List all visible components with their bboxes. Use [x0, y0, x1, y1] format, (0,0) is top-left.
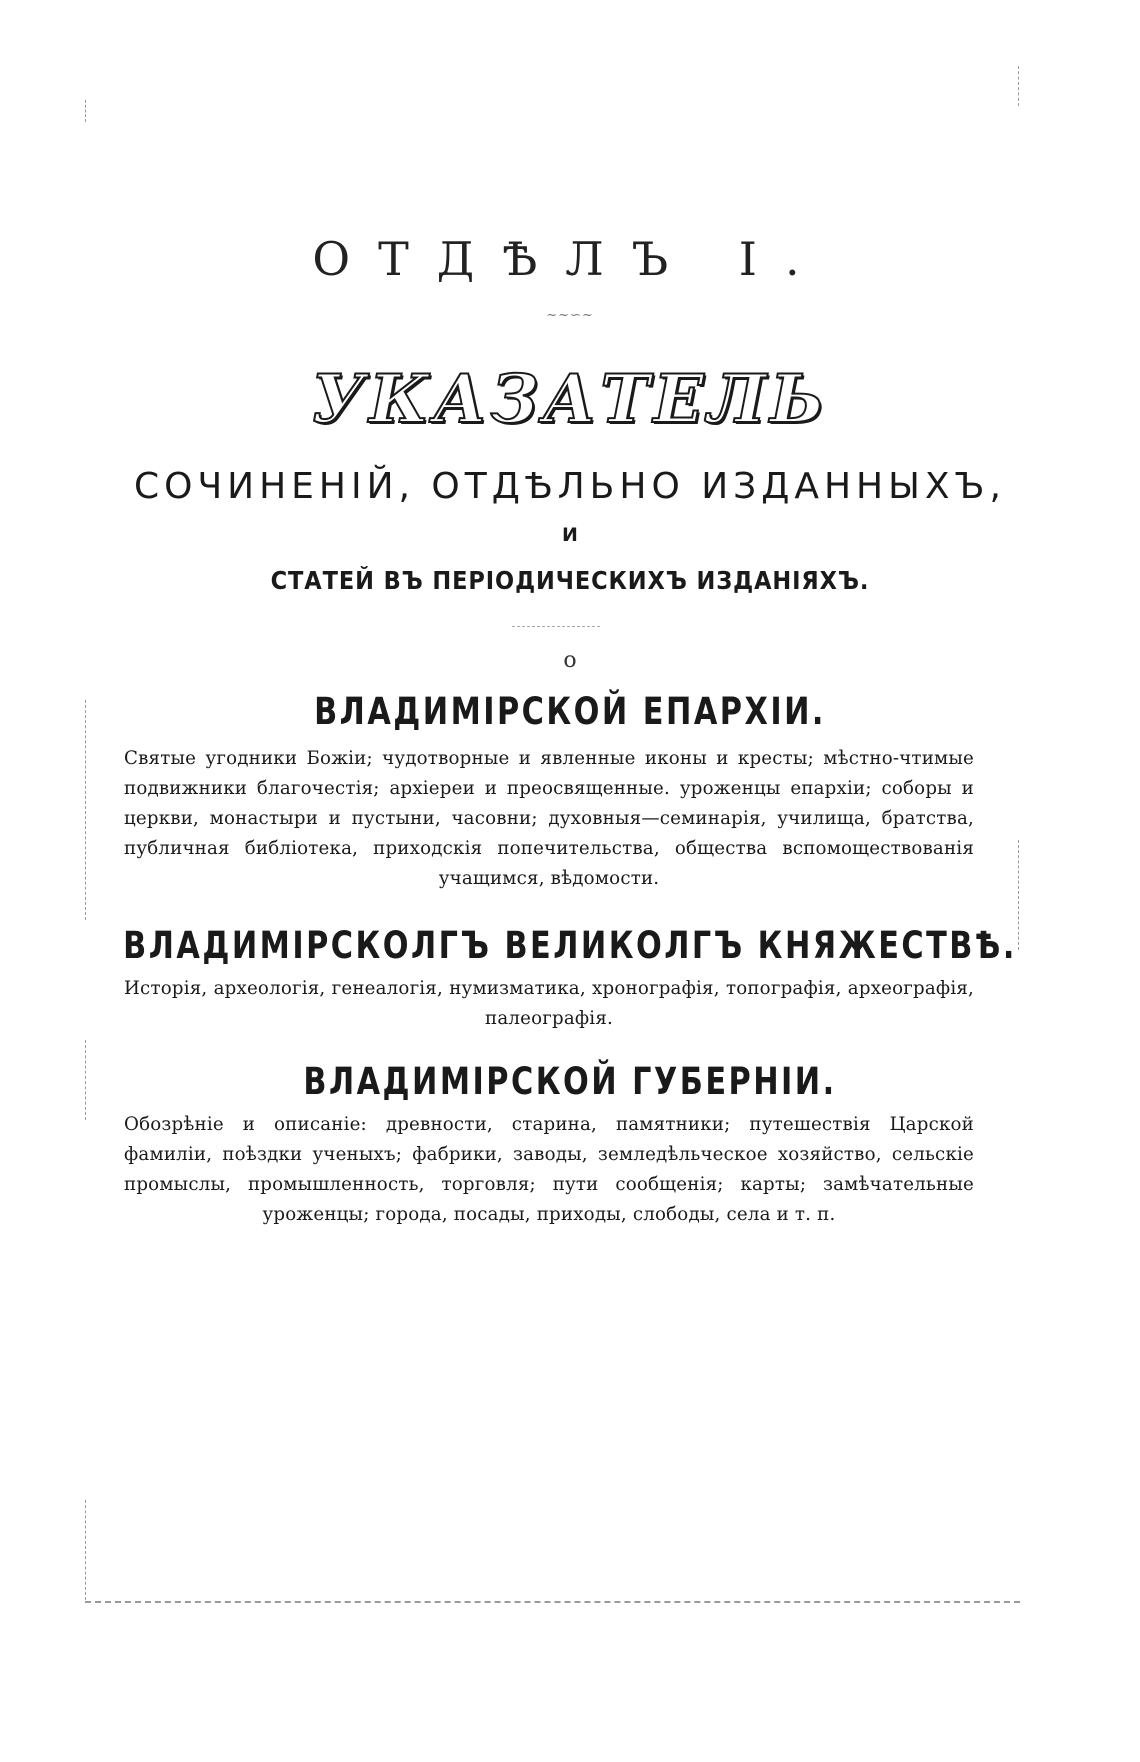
subtitle-line-2: СТАТЕЙ ВЪ ПЕРIОДИЧЕСКИХЪ ИЗДАНIЯХЪ.	[270, 566, 870, 595]
ornament-top: ~~∽~	[546, 308, 594, 323]
scan-margin-mark	[1018, 840, 1019, 950]
section-text-eparchy: Святые угодники Божiи; чудотворные и явленные иконы и кресты; мѣстно-чтимые подвижники благочестiя; архiереи и преосвященные. уроженцы епархiи; соборы и церкви, монастыри и пустыни, часовни; духовныя—семинарiя, училища, братства, публичная библiотека, приходскiя попечительства, общества вспомоществованiя учащимся, вѣдомости.	[124, 748, 974, 889]
section-heading-eparchy: ВЛАДИМIРСКОЙ ЕПАРХIИ.	[314, 690, 826, 733]
scan-margin-mark	[85, 100, 86, 122]
divider	[512, 626, 600, 627]
scan-margin-mark	[85, 700, 86, 920]
subtitle-conjunction: И	[562, 524, 578, 546]
section-text-governorate: Обозрѣнiе и описанiе: древности, старина, памятники; путешествiя Царской фамилiи, поѣздки ученыхъ; фабрики, заводы, земледѣльческое хозяйство, сельскiе промыслы, промышленность, торговля; пути сообщенiя; карты; замѣчательные уроженцы; города, посады, приходы, слободы, села и т. п.	[124, 1114, 974, 1225]
main-title: УКАЗАТЕЛЬ	[311, 360, 829, 438]
scan-margin-mark	[85, 1040, 86, 1120]
scan-bottom-edge	[85, 1601, 1020, 1603]
subtitle-line-1: СОЧИНЕНIЙ, ОТДѢЛЬНО ИЗДАННЫХЪ,	[134, 466, 1006, 507]
section-heading-principality: ВЛАДИМIРСКОЛГЪ ВЕЛИКОЛГЪ КНЯЖЕСТВѢ.	[123, 924, 1017, 967]
section-title: ОТДѢЛЪ I.	[312, 232, 828, 286]
scan-margin-mark	[1018, 66, 1019, 106]
ornament-mid: о	[563, 648, 577, 673]
section-heading-governorate: ВЛАДИМIРСКОЙ ГУБЕРНIИ.	[303, 1060, 837, 1103]
scan-margin-mark	[85, 1500, 86, 1600]
section-text-principality: Исторiя, археологiя, генеалогiя, нумизматика, хронографiя, топографiя, археографiя, палеографiя.	[124, 978, 974, 1029]
